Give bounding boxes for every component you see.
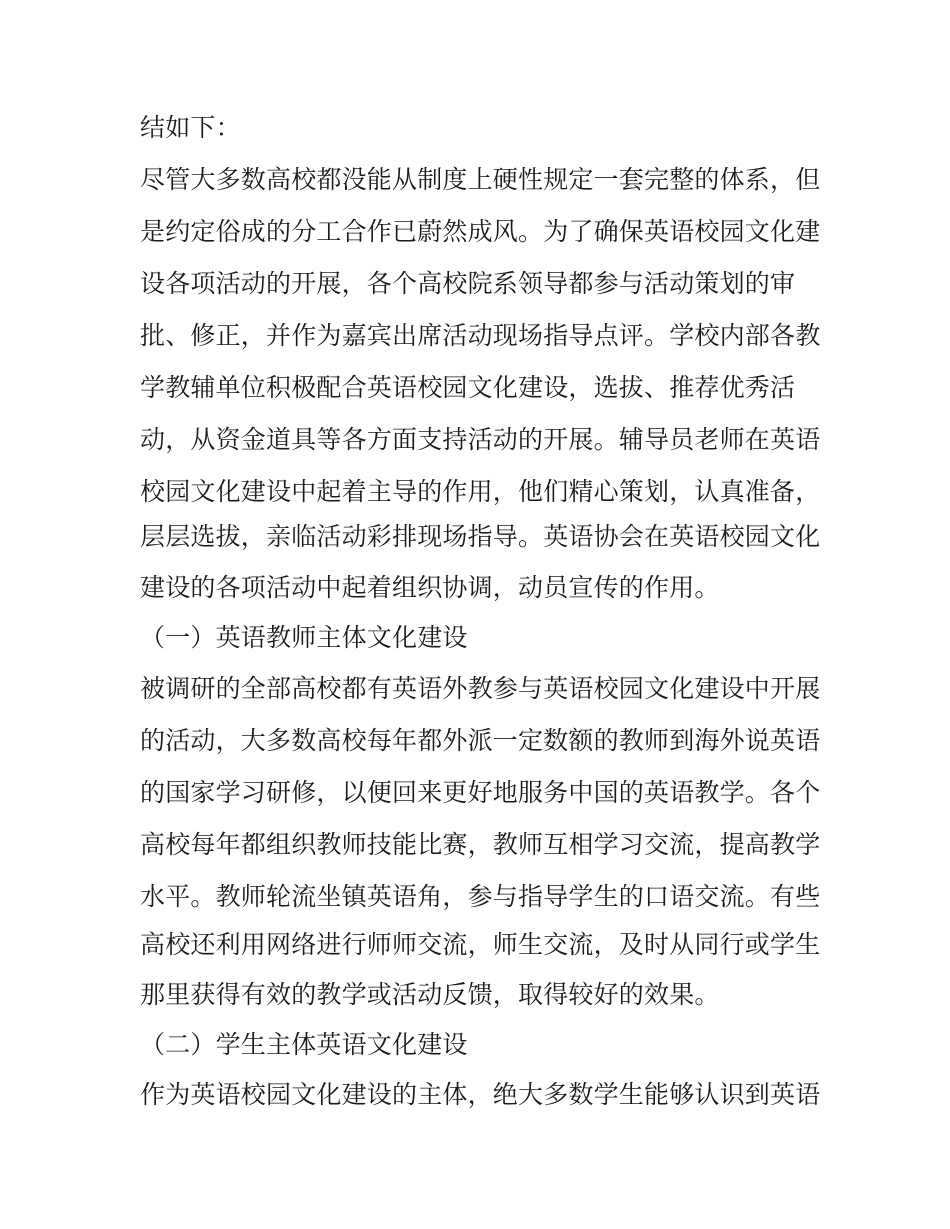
section-heading: （二）学生主体英语文化建设	[140, 1030, 468, 1059]
text-line: 动，从资金道具等各方面支持活动的开展。辅导员老师在英语	[140, 425, 821, 454]
section-heading: （一）英语教师主体文化建设	[140, 623, 468, 652]
text-line: 那里获得有效的教学或活动反馈，取得较好的效果。	[140, 980, 720, 1009]
text-line: 层层选拔，亲临活动彩排现场指导。英语协会在英语校园文化	[140, 522, 821, 551]
text-line: 尽管大多数高校都没能从制度上硬性规定一套完整的体系，但	[140, 165, 821, 194]
text-line: 批、修正，并作为嘉宾出席活动现场指导点评。学校内部各教	[140, 321, 821, 350]
text-line: 被调研的全部高校都有英语外教参与英语校园文化建设中开展	[140, 674, 821, 703]
text-line: 结如下：	[140, 113, 241, 142]
text-line: 学教辅单位积极配合英语校园文化建设，选拔、推荐优秀活	[140, 373, 796, 402]
text-line: 是约定俗成的分工合作已蔚然成风。为了确保英语校园文化建	[140, 217, 821, 246]
text-line: 设各项活动的开展，各个高校院系领导都参与活动策划的审	[140, 269, 796, 298]
text-line: 的活动，大多数高校每年都外派一定数额的教师到海外说英语	[140, 726, 821, 755]
text-line: 校园文化建设中起着主导的作用，他们精心策划，认真准备，	[140, 477, 821, 506]
text-line: 建设的各项活动中起着组织协调，动员宣传的作用。	[140, 573, 720, 602]
text-line: 的国家学习研修，以便回来更好地服务中国的英语教学。各个	[140, 778, 821, 807]
text-line: 作为英语校园文化建设的主体，绝大多数学生能够认识到英语	[140, 1080, 821, 1109]
text-line: 高校还利用网络进行师师交流，师生交流，及时从同行或学生	[140, 930, 821, 959]
text-line: 水平。教师轮流坐镇英语角，参与指导学生的口语交流。有些	[140, 882, 821, 911]
text-line: 高校每年都组织教师技能比赛，教师互相学习交流，提高教学	[140, 830, 821, 859]
